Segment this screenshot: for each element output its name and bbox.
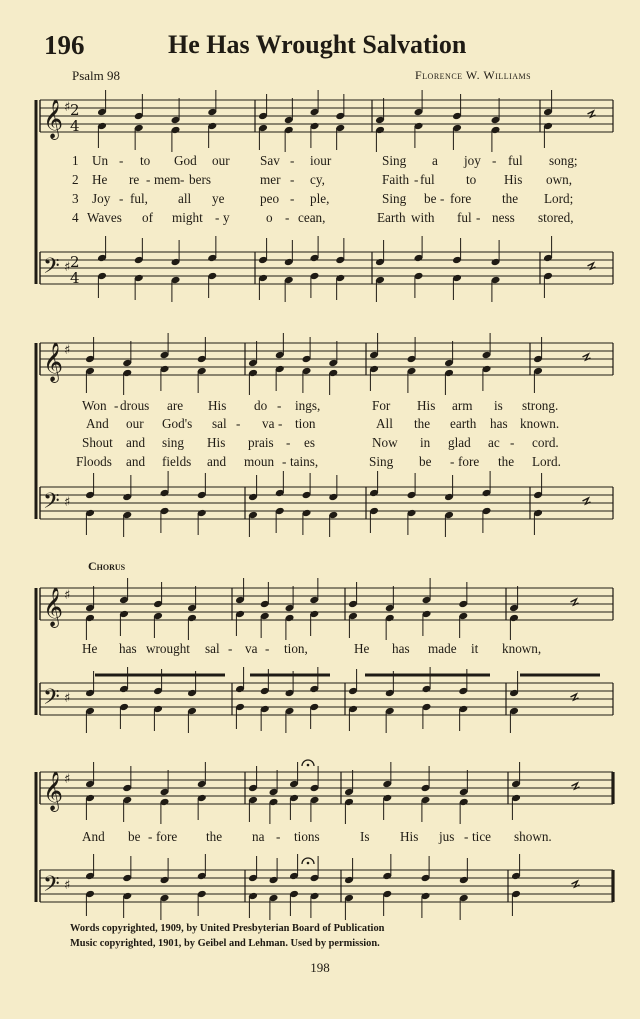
lyric-syllable: wrought <box>146 641 190 656</box>
lyric-syllable: - <box>510 435 515 450</box>
lyric-syllable: - <box>282 454 287 469</box>
lyric-syllable: Faith <box>382 172 410 187</box>
lyric-syllable: He <box>82 641 98 656</box>
lyric-syllable: in <box>420 435 431 450</box>
lyric-syllable: - <box>440 191 445 206</box>
lyric-syllable: glad <box>448 435 471 450</box>
lyric-syllable: Sing <box>382 191 407 206</box>
lyric-syllable: has <box>392 641 410 656</box>
lyric-syllable: Un <box>92 153 109 168</box>
lyric-syllable: and <box>207 454 227 469</box>
lyric-syllable: the <box>498 454 515 469</box>
lyric-syllable: - <box>290 153 295 168</box>
lyric-syllable: moun <box>244 454 275 469</box>
bass-clef: 𝄢 <box>43 685 60 715</box>
key-sharp: ♯ <box>64 100 71 115</box>
lyric-syllable: ful <box>457 210 472 225</box>
lyric-syllable: Lord; <box>544 191 574 206</box>
lyric-syllable: o <box>266 210 273 225</box>
lyric-syllable: ings, <box>295 398 321 413</box>
lyric-syllable: and <box>126 435 146 450</box>
lyric-syllable: He <box>92 172 108 187</box>
hymn-title: He Has Wrought Salvation <box>168 30 467 59</box>
lyric-syllable: do <box>254 398 268 413</box>
key-sharp: ♯ <box>64 495 71 510</box>
lyric-syllable: all <box>178 191 192 206</box>
treble-clef: 𝄞 <box>43 771 64 811</box>
verse-number: 4 <box>72 210 79 225</box>
lyric-syllable: God's <box>162 416 193 431</box>
key-sharp: ♯ <box>64 772 71 787</box>
copyright-notice <box>70 921 384 951</box>
lyric-syllable: cord. <box>532 435 559 450</box>
lyric-syllable: - <box>290 172 295 187</box>
lyric-syllable: the <box>414 416 431 431</box>
lyric-syllable: Now <box>372 435 398 450</box>
lyric-syllable: - <box>146 172 151 187</box>
lyric-syllable: mer <box>260 172 281 187</box>
lyric-syllable: Earth <box>377 210 406 225</box>
verse-4-line-a <box>72 210 574 226</box>
lyric-syllable: own, <box>546 172 573 187</box>
lyric-syllable: - <box>276 829 281 844</box>
lyric-syllable: He <box>354 641 370 656</box>
lyric-syllable: stored, <box>538 210 574 225</box>
fermata-dot <box>307 764 310 767</box>
lyric-syllable: sal <box>205 641 220 656</box>
bass-clef: 𝄢 <box>43 489 60 519</box>
lyric-syllable: Sing <box>382 153 407 168</box>
lyric-syllable: Won <box>82 398 107 413</box>
lyric-syllable: - <box>148 829 153 844</box>
lyric-syllable: joy <box>464 153 481 168</box>
lyric-syllable: - <box>215 210 220 225</box>
lyric-syllable: our <box>212 153 230 168</box>
verse-2-line-a <box>72 172 573 188</box>
music-copyright: Music copyrighted, 1901, by Geibel and Lehman. Used by permission. <box>70 938 380 949</box>
lyric-syllable: tions <box>294 829 320 844</box>
lyric-syllable: made <box>428 641 457 656</box>
time-signature: 2 <box>70 101 80 119</box>
lyric-syllable: arm <box>452 398 473 413</box>
lyric-syllable: y <box>223 210 230 225</box>
lyric-syllable: has <box>490 416 508 431</box>
lyric-syllable: Is <box>360 829 370 844</box>
lyric-syllable: - <box>180 172 185 187</box>
lyric-syllable: ness <box>492 210 515 225</box>
lyric-syllable: And <box>82 829 105 844</box>
lyric-syllable: sal <box>212 416 227 431</box>
words-copyright: Words copyrighted, 1909, by United Presbyterian Board of Publication <box>70 923 385 934</box>
lyric-syllable: jus <box>439 829 455 844</box>
lyric-syllable: - <box>464 829 469 844</box>
lyric-syllable: All <box>376 416 393 431</box>
lyric-syllable: bers <box>189 172 211 187</box>
lyric-syllable: His <box>400 829 419 844</box>
lyric-syllable: Floods <box>76 454 112 469</box>
lyric-syllable: fore <box>458 454 480 469</box>
lyric-syllable: shown. <box>514 829 552 844</box>
lyric-syllable: and <box>126 454 146 469</box>
lyric-syllable: fore <box>156 829 178 844</box>
lyric-syllable: ful <box>508 153 523 168</box>
lyric-syllable: to <box>466 172 477 187</box>
lyric-syllable: tion <box>295 416 316 431</box>
treble-clef: 𝄞 <box>43 342 64 382</box>
lyric-syllable: known. <box>520 416 560 431</box>
lyric-syllable: song; <box>549 153 578 168</box>
author-credit: Florence W. Williams <box>415 68 532 82</box>
lyric-syllable: tains, <box>290 454 319 469</box>
lyric-syllable: - <box>414 172 419 187</box>
key-sharp: ♯ <box>64 878 71 893</box>
verse-number: 2 <box>72 172 79 187</box>
verse-3-line-a <box>72 191 574 207</box>
lyric-syllable: fields <box>162 454 192 469</box>
lyric-syllable: - <box>450 454 455 469</box>
lyric-syllable: iour <box>310 153 332 168</box>
lyric-syllable: fore <box>450 191 472 206</box>
scripture-source: Psalm 98 <box>72 68 121 83</box>
lyric-syllable: our <box>126 416 144 431</box>
lyric-syllable: Waves <box>87 210 122 225</box>
lyric-syllable: - <box>277 398 282 413</box>
verse-1-line-a <box>72 153 578 169</box>
lyric-syllable: with <box>411 210 435 225</box>
lyric-syllable: mem <box>154 172 181 187</box>
lyric-syllable: be <box>424 191 437 206</box>
lyric-syllable: na <box>252 829 265 844</box>
lyric-syllable: to <box>140 153 151 168</box>
lyric-syllable: And <box>86 416 109 431</box>
lyric-syllable: Sav <box>260 153 280 168</box>
hymn-number: 196 <box>44 30 85 60</box>
fermata-dot <box>307 862 310 865</box>
lyric-syllable: tice <box>472 829 492 844</box>
lyric-syllable: be <box>419 454 432 469</box>
lyric-syllable: - <box>290 191 295 206</box>
lyric-syllable: be <box>128 829 141 844</box>
lyric-syllable: - <box>114 398 119 413</box>
lyric-syllable: His <box>207 435 226 450</box>
lyric-syllable: the <box>206 829 223 844</box>
lyric-syllable: Joy <box>92 191 111 206</box>
time-signature: 2 <box>70 253 80 271</box>
lyric-syllable: - <box>236 416 241 431</box>
lyric-syllable: a <box>432 153 438 168</box>
lyric-syllable: - <box>119 191 124 206</box>
lyric-syllable: Lord. <box>532 454 561 469</box>
lyric-syllable: ful, <box>130 191 148 206</box>
lyric-syllable: His <box>208 398 227 413</box>
lyric-syllable: es <box>304 435 315 450</box>
lyric-syllable: strong. <box>522 398 559 413</box>
lyric-syllable: is <box>494 398 503 413</box>
lyric-syllable: earth <box>450 416 477 431</box>
lyric-syllable: peo <box>260 191 280 206</box>
lyric-syllable: ful <box>420 172 435 187</box>
lyric-syllable: ple, <box>310 191 330 206</box>
chorus-label: Chorus <box>88 559 126 573</box>
lyric-syllable: sing <box>162 435 184 450</box>
lyric-syllable: - <box>476 210 481 225</box>
key-sharp: ♯ <box>64 691 71 706</box>
lyric-syllable: Sing <box>369 454 394 469</box>
verse-number: 1 <box>72 153 79 168</box>
lyric-syllable: are <box>167 398 184 413</box>
time-signature: 4 <box>70 117 80 135</box>
lyric-syllable: drous <box>120 398 150 413</box>
lyric-syllable: va <box>245 641 258 656</box>
key-sharp: ♯ <box>64 343 71 358</box>
lyric-syllable: - <box>119 153 124 168</box>
treble-clef: 𝄞 <box>43 587 64 627</box>
lyric-syllable: - <box>265 641 270 656</box>
lyric-syllable: tion, <box>284 641 308 656</box>
lyric-syllable: - <box>278 416 283 431</box>
lyric-syllable: For <box>372 398 391 413</box>
treble-clef: 𝄞 <box>43 99 64 139</box>
bass-clef: 𝄢 <box>43 254 60 284</box>
lyric-syllable: - <box>285 210 290 225</box>
time-signature: 4 <box>70 269 80 287</box>
lyric-syllable: va <box>262 416 275 431</box>
bass-clef: 𝄢 <box>43 872 60 902</box>
lyric-syllable: cy, <box>310 172 325 187</box>
lyric-syllable: - <box>286 435 291 450</box>
lyric-syllable: cean, <box>298 210 326 225</box>
key-sharp: ♯ <box>64 260 71 275</box>
lyric-syllable: - <box>228 641 233 656</box>
lyric-syllable: re <box>129 172 140 187</box>
verse-number: 3 <box>72 191 79 206</box>
lyric-syllable: the <box>502 191 519 206</box>
lyric-syllable: ye <box>212 191 225 206</box>
lyric-syllable: Shout <box>82 435 113 450</box>
page-number: 198 <box>310 960 330 975</box>
lyric-syllable: has <box>119 641 137 656</box>
lyric-syllable: ac <box>488 435 500 450</box>
lyric-syllable: it <box>471 641 479 656</box>
lyric-syllable: might <box>172 210 203 225</box>
lyric-syllable: His <box>417 398 436 413</box>
lyric-syllable: His <box>504 172 523 187</box>
lyric-syllable: prais <box>248 435 274 450</box>
lyric-syllable: God <box>174 153 197 168</box>
lyric-syllable: of <box>142 210 153 225</box>
lyric-syllable: known, <box>502 641 542 656</box>
key-sharp: ♯ <box>64 588 71 603</box>
lyric-syllable: - <box>492 153 497 168</box>
